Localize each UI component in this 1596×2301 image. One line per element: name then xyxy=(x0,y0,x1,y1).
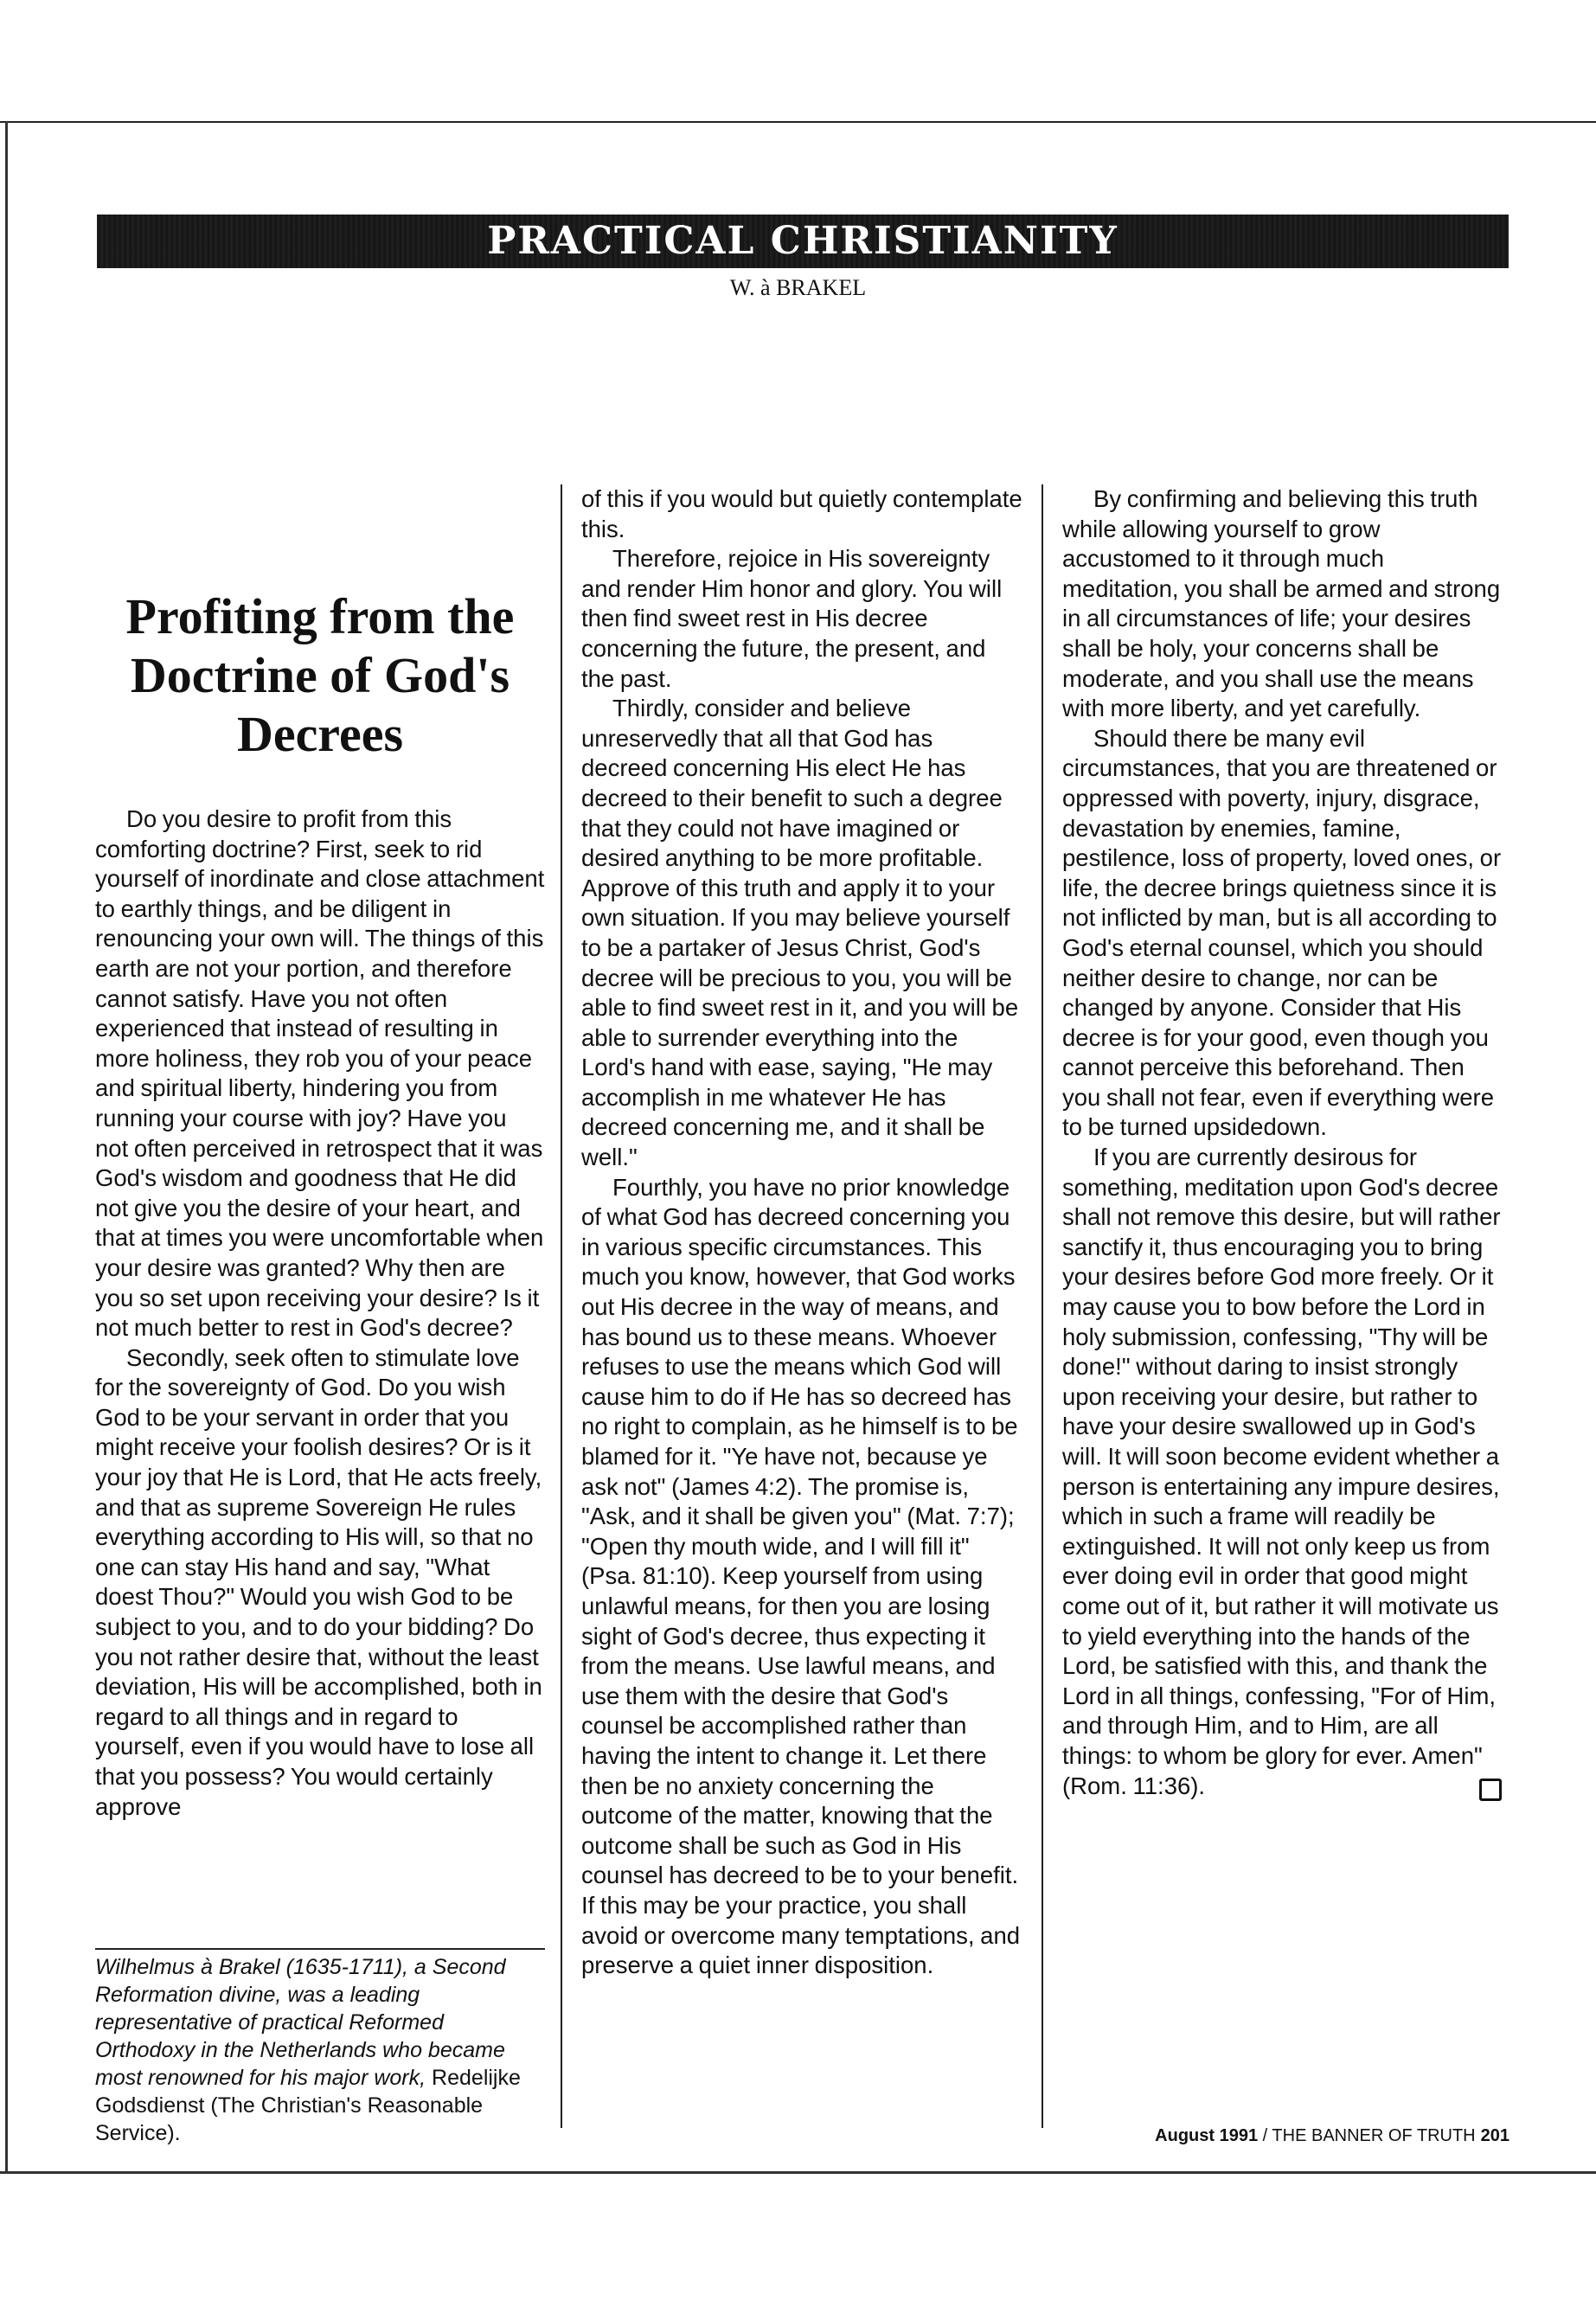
page-number: 201 xyxy=(1480,2126,1509,2145)
article-title xyxy=(95,587,545,764)
paragraph: Do you desire to profit from this comforting doctrine? First, seek to rid yourself of inordinate and close attachment to earthly things, and be diligent in renouncing your own will. The things of this earth are not your portion, and therefore cannot satisfy. Have you not often experienced that instead of resulting in more holiness, they rob you of your peace and spiritual liberty, hindering you from running your course with joy? Have you not often perceived in retrospect that it was God's wisdom and goodness that He did not give you the desire of your heart, and that at times you were uncomfortable when your desire was granted? Why then are you so set upon receiving your desire? Is it not much better to rest in God's decree? xyxy=(95,805,545,1342)
publication-name: THE BANNER OF TRUTH xyxy=(1272,2126,1476,2145)
title-line: Profiting from the xyxy=(125,587,515,644)
scan-top-edge xyxy=(0,121,1596,123)
paragraph-text: If you are currently desirous for something, meditation upon God's decree shall not remove this desire, but will rather sanctify it, thus encouraging you to bring your desires before God more freely. Or it may cause you to bow before the Lord in holy submission, confessing, "Thy will be done!" without daring to insist strongly upon receiving your desire, but rather to have your desire swallowed up in God's will. It will soon become evident whether a person is entertaining any impure desires, which in such a frame will readily be extinguished. It will not only keep us from ever doing evil in order that good might come out of it, but rather it will motivate us to yield everything into the hands of the Lord, be satisfied with this, and thank the Lord in all things, confessing, "For of Him, and through Him, and to Him, are all things: to whom be glory for ever. Amen" (Rom. 11:36). xyxy=(1062,1144,1501,1799)
title-line: Decrees xyxy=(236,705,404,762)
footer-separator: / xyxy=(1258,2126,1272,2145)
paragraph: Should there be many evil circumstances, that you are threatened or oppressed with poverty, injury, disgrace, devastation by enemies, famine, pestilence, loss of property, loved ones, or life, the decree brings quietness since it is not inflicted by man, but is all according to God's eternal counsel, which you should neither desire to change, nor can be changed by anyone. Consider that His decree is for your good, even though you cannot perceive this beforehand. Then you shall not fear, even if everything were to be turned upsidedown. xyxy=(1062,724,1502,1141)
paragraph: of this if you would but quietly contemplate this. xyxy=(581,485,1022,542)
issue-date: August 1991 xyxy=(1155,2126,1259,2145)
paragraph: By confirming and believing this truth while allowing yourself to grow accustomed to it through much meditation, you shall be armed and strong in all circumstances of life; your desires shall be holy, your concerns shall be moderate, and you shall use the means with more liberty, and yet carefully. xyxy=(1062,485,1501,722)
column-divider-2 xyxy=(1042,484,1043,2128)
end-of-article-icon xyxy=(1479,1779,1502,1801)
bio-book-title: Redelijke Godsdienst (The Christian's Reasonable Service). xyxy=(95,2066,521,2145)
bio-divider xyxy=(95,1948,545,1950)
paragraph: Therefore, rejoice in His sovereignty and render Him honor and glory. You will then find sweet rest in His decree concerning the future, the present, and the past. xyxy=(581,545,1003,692)
article-column-3 xyxy=(1062,484,1505,1801)
section-banner xyxy=(97,215,1509,268)
column-divider-1 xyxy=(561,484,562,2128)
scan-left-edge xyxy=(5,121,8,2171)
author-byline: W. à BRAKEL xyxy=(729,275,867,300)
article-column-1 xyxy=(95,804,545,1822)
paragraph: Fourthly, you have no prior knowledge of what God has decreed concerning you in various specific circumstances. This much you know, however, that God works out His decree in the way of means, and has bound us to these means. Whoever refuses to use the means which God will cause him to do if He has so decreed has no right to complain, as he himself is to be blamed for it. "Ye have not, because ye ask not" (James 4:2). The promise is, "Ask, and it shall be given you" (Mat. 7:7); "Open thy mouth wide, and I will fill it" (Psa. 81:10). Keep yourself from using unlawful means, for then you are losing sight of God's decree, thus expecting it from the means. Use lawful means, and use them with the desire that God's counsel be accomplished rather than having the intent to change it. Let there then be no anxiety concerning the outcome of the matter, knowing that the outcome shall be such as God in His counsel has decreed to be to your benefit. If this may be your practice, you shall avoid or overcome many temptations, and preserve a quiet inner disposition. xyxy=(581,1173,1021,1979)
author-bio xyxy=(95,1953,545,2147)
paragraph: Secondly, seek often to stimulate love for the sovereignty of God. Do you wish God to be your servant in order that you might receive your foolish desires? Or is it your joy that He is Lord, that He acts freely, and that as supreme Sovereign He rules everything according to His will, so that no one can stay His hand and say, "What doest Thou?" Would you wish God to be subject to you, and to do your bidding? Do you not rather desire that, without the least deviation, His will be accomplished, both in regard to all things and in regard to yourself, even if you would have to lose all that you possess? You would certainly approve xyxy=(95,1343,542,1820)
paragraph: Thirdly, consider and believe unreservedly that all that God has decreed concerning His elect He has decreed to their benefit to such a degree that they could not have imagined or desired anything to be more profitable. Approve of this truth and apply it to your own situation. If you may believe yourself to be a partaker of Jesus Christ, God's decree will be precious to you, you will be able to find sweet rest in it, and you will be able to surrender everything into the Lord's hand with ease, saying, "He may accomplish in me whatever He has decreed concerning me, and it shall be well." xyxy=(581,695,1019,1171)
page-footer xyxy=(1155,2126,1509,2146)
section-title: PRACTICAL CHRISTIANITY xyxy=(487,219,1118,263)
bio-text: Wilhelmus à Brakel (1635-1711), a Second Reformation divine, was a leading representative of practical Reformed Orthodoxy in the Netherlands who became most renowned for his major work, xyxy=(95,1955,506,2090)
article-column-2 xyxy=(581,484,1022,1981)
title-line: Doctrine of God's xyxy=(130,646,510,703)
paragraph xyxy=(1062,1143,1505,1801)
scan-bottom-edge xyxy=(0,2171,1596,2174)
